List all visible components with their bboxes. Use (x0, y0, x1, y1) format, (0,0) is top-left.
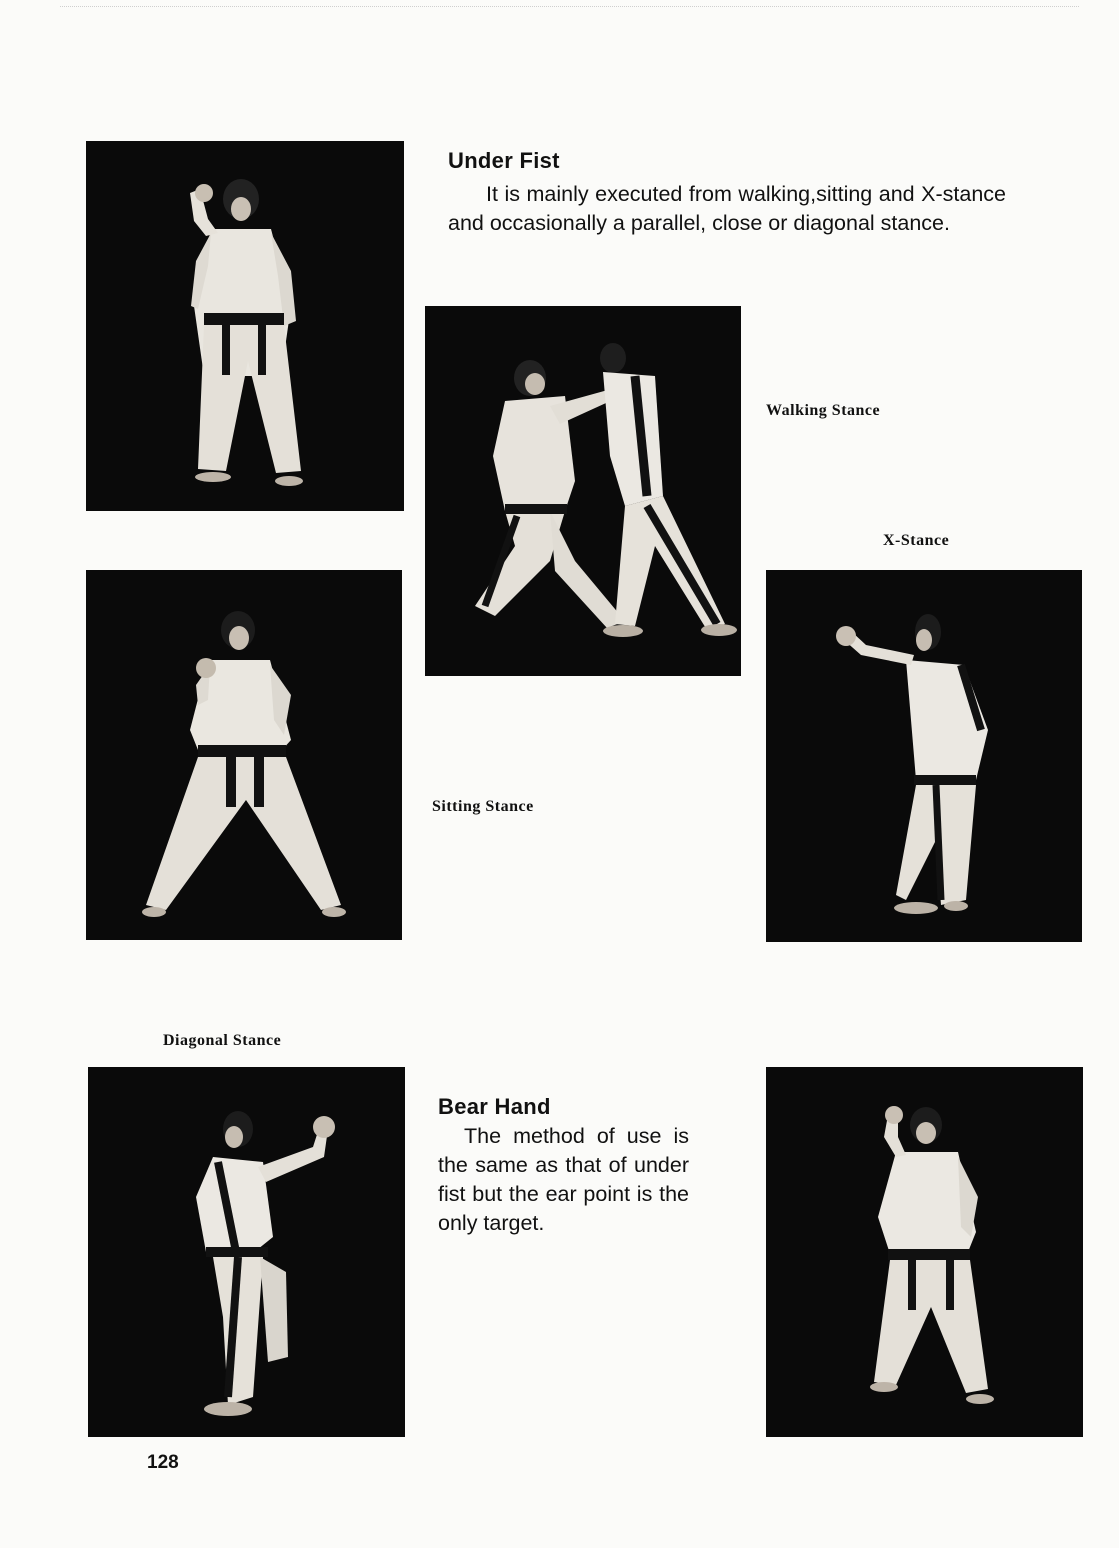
caption-walking-stance: Walking Stance (766, 402, 881, 419)
caption-diagonal-stance: Diagonal Stance (163, 1032, 282, 1049)
bear-hand-heading: Bear Hand (438, 1094, 551, 1119)
caption-sitting-stance: Sitting Stance (432, 798, 534, 815)
under-fist-text: It is mainly executed from walking,sitting and X-stance and occasionally a parallel, close or diagonal stance. (448, 182, 1006, 235)
under-fist-heading: Under Fist (448, 148, 560, 173)
photo-diagonal-stance (88, 1067, 405, 1437)
photo-bear-hand (766, 1067, 1083, 1437)
figure-bear-hand (766, 1067, 1083, 1437)
scan-edge-line (60, 6, 1079, 7)
photo-x-stance (766, 570, 1082, 942)
figure-sitting-stance (86, 570, 402, 940)
photo-ready-stance (86, 141, 404, 511)
figure-standing-front (86, 141, 404, 511)
photo-sitting-stance (86, 570, 402, 940)
caption-x-stance: X-Stance (883, 532, 950, 549)
bear-hand-text: The method of use is the same as that of under fist but the ear point is the only target. (438, 1124, 689, 1235)
figures-walking-stance (425, 306, 741, 676)
figure-x-stance (766, 570, 1082, 942)
figure-diagonal-stance (88, 1067, 405, 1437)
page-number: 128 (147, 1452, 179, 1473)
photo-walking-stance (425, 306, 741, 676)
